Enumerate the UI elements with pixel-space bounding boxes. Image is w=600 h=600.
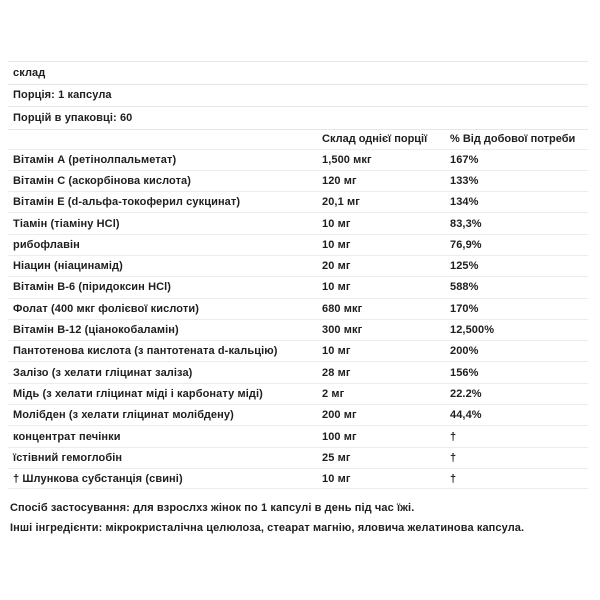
ingredient-amount: 2 мг (322, 387, 345, 400)
ingredient-dv: 125% (450, 260, 479, 273)
table-row (8, 340, 588, 361)
ingredient-dv: 83,3% (450, 217, 482, 230)
ingredient-amount: 20 мг (322, 260, 351, 273)
table-row (8, 191, 588, 212)
serving-size-row (8, 85, 588, 108)
ingredient-amount: 10 мг (322, 217, 351, 230)
table-row (8, 298, 588, 319)
header-dv-column: % Від добової потреби (450, 133, 576, 145)
ingredient-name: їстівний гемоглобін (13, 451, 123, 464)
ingredient-name: Ніацин (ніацинамід) (13, 260, 123, 273)
table-row (8, 447, 588, 468)
ingredient-amount: 680 мкг (322, 302, 363, 315)
ingredient-name: Вітамін B-6 (піридоксин HCl) (13, 281, 172, 294)
table-row (8, 234, 588, 255)
ingredient-name: Вітамін А (ретінолпальметат) (13, 153, 177, 166)
ingredient-dv: 588% (450, 281, 479, 294)
servings-per-container-row (8, 107, 588, 130)
ingredient-name: † Шлункова субстанція (свині) (13, 472, 183, 485)
ingredient-dv: 12,500% (450, 324, 495, 337)
table-row (8, 276, 588, 297)
ingredient-dv: 156% (450, 366, 479, 379)
ingredient-dv: 22.2% (450, 387, 482, 400)
servings-per-container: Порцій в упаковці: 60 (13, 111, 133, 124)
ingredient-dv: † (450, 451, 457, 464)
ingredient-dv: † (450, 472, 457, 485)
ingredient-amount: 10 мг (322, 345, 351, 358)
ingredient-amount: 10 мг (322, 281, 351, 294)
table-row (8, 149, 588, 170)
ingredient-amount: 10 мг (322, 472, 351, 485)
table-row (8, 383, 588, 404)
ingredient-amount: 20,1 мг (322, 196, 360, 209)
footer-notes (10, 498, 590, 538)
ingredient-amount: 200 мг (322, 409, 357, 422)
table-row (8, 212, 588, 233)
ingredient-name: Молібден (з хелати гліцинат молібдену) (13, 409, 234, 422)
serving-size: Порція: 1 капсула (13, 89, 112, 102)
table-header-row (8, 130, 588, 149)
section-title-row (8, 62, 588, 85)
ingredient-amount: 28 мг (322, 366, 351, 379)
ingredient-name: Пантотенова кислота (з пантотената d-кальцію) (13, 345, 278, 358)
ingredient-name: Фолат (400 мкг фолієвої кислоти) (13, 302, 199, 315)
table-row (8, 404, 588, 425)
ingredient-amount: 25 мг (322, 451, 351, 464)
table-row (8, 361, 588, 382)
supplement-facts-panel (8, 61, 588, 489)
ingredient-name: Вітамін С (аскорбінова кислота) (13, 174, 192, 187)
section-title: склад (13, 66, 46, 79)
ingredient-dv: 170% (450, 302, 479, 315)
ingredient-dv: 133% (450, 174, 479, 187)
table-row (8, 319, 588, 340)
other-ingredients-text: Інші інгредієнти: мікрокристалічна целюлоза, стеарат магнію, яловича желатинова капсула. (10, 522, 525, 534)
ingredient-name: рибофлавін (13, 238, 80, 251)
ingredient-amount: 10 мг (322, 238, 351, 251)
ingredient-dv: 44,4% (450, 409, 482, 422)
header-amount-column: Склад однієї порції (322, 133, 428, 145)
ingredient-dv: † (450, 430, 457, 443)
ingredient-name: Вітамін B-12 (ціанокобаламін) (13, 324, 179, 337)
ingredient-name: Мідь (з хелати гліцинат міді і карбонату міді) (13, 387, 263, 400)
table-row (8, 170, 588, 191)
ingredient-dv: 76,9% (450, 238, 482, 251)
table-row (8, 468, 588, 489)
ingredient-dv: 167% (450, 153, 479, 166)
ingredient-dv: 134% (450, 196, 479, 209)
ingredient-amount: 300 мкг (322, 324, 363, 337)
ingredient-name: концентрат печінки (13, 430, 121, 443)
ingredient-amount: 100 мг (322, 430, 357, 443)
ingredient-amount: 120 мг (322, 174, 357, 187)
table-row (8, 255, 588, 276)
directions-text: Спосіб застосування: для взрослхз жінок по 1 капсулі в день під час їжі. (10, 502, 415, 514)
ingredient-name: Вітамін Е (d-альфа-токоферил сукцинат) (13, 196, 241, 209)
ingredient-name: Тіамін (тіаміну HCl) (13, 217, 120, 230)
ingredient-amount: 1,500 мкг (322, 153, 372, 166)
ingredient-dv: 200% (450, 345, 479, 358)
ingredient-name: Залізо (з хелати гліцинат заліза) (13, 366, 193, 379)
table-row (8, 425, 588, 446)
